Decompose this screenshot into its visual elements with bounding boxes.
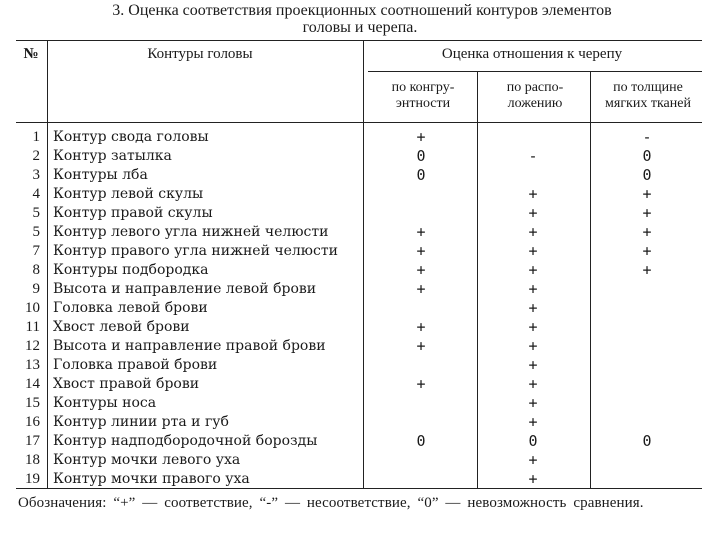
table-row xyxy=(16,280,702,299)
row-congruence-mark: + xyxy=(416,280,426,298)
header-bottom-rule xyxy=(16,122,702,123)
row-contour-name: Контур мочки левого уха xyxy=(53,452,241,468)
header-number: № xyxy=(23,46,39,62)
row-contour-name: Хвост правой брови xyxy=(53,376,200,392)
row-number: 1 xyxy=(32,129,40,145)
header-sub-rule xyxy=(368,71,702,72)
row-number: 5 xyxy=(32,224,40,240)
row-soft-tissue-mark: + xyxy=(642,242,652,260)
row-position-mark: + xyxy=(528,299,538,317)
row-number: 9 xyxy=(32,281,40,297)
caption-line-2: головы и черепа. xyxy=(302,19,418,36)
table-row xyxy=(16,299,702,318)
table-row xyxy=(16,242,702,261)
row-contour-name: Контур затылка xyxy=(53,148,172,164)
table-top-rule xyxy=(16,40,702,41)
row-contour-name: Контуры подбородка xyxy=(53,262,209,278)
table-row xyxy=(16,451,702,470)
header-soft-tissue: по толщине мягких тканей xyxy=(605,80,691,111)
row-position-mark: + xyxy=(528,375,538,393)
table-row xyxy=(16,147,702,166)
row-congruence-mark: + xyxy=(416,223,426,241)
row-soft-tissue-mark: + xyxy=(642,204,652,222)
row-congruence-mark: + xyxy=(416,128,426,146)
row-soft-tissue-mark: 0 xyxy=(642,432,652,450)
row-number: 16 xyxy=(25,414,40,430)
table-row xyxy=(16,356,702,375)
row-congruence-mark: + xyxy=(416,242,426,260)
header-position: по распо- ложению xyxy=(506,80,564,111)
row-position-mark: + xyxy=(528,337,538,355)
row-position-mark: + xyxy=(528,356,538,374)
row-position-mark: + xyxy=(528,394,538,412)
table-row xyxy=(16,318,702,337)
row-contour-name: Высота и направление левой брови xyxy=(53,281,317,297)
row-congruence-mark: + xyxy=(416,318,426,336)
row-soft-tissue-mark: + xyxy=(642,223,652,241)
row-contour-name: Хвост левой брови xyxy=(53,319,190,335)
row-contour-name: Контур левого угла нижней челюсти xyxy=(53,224,329,240)
row-position-mark: + xyxy=(528,470,538,488)
caption-line-1: 3. Оценка соответствия проекционных соотношений контуров элементов xyxy=(112,2,612,19)
row-number: 5 xyxy=(32,205,40,221)
row-number: 7 xyxy=(32,243,40,259)
row-contour-name: Контур правой скулы xyxy=(53,205,213,221)
table-row xyxy=(16,204,702,223)
row-number: 13 xyxy=(25,357,40,373)
row-contour-name: Контур правого угла нижней челюсти xyxy=(53,243,338,259)
table-bottom-rule xyxy=(16,488,702,489)
row-congruence-mark: 0 xyxy=(416,166,426,184)
row-soft-tissue-mark: - xyxy=(642,128,652,146)
row-congruence-mark: + xyxy=(416,375,426,393)
table-row xyxy=(16,375,702,394)
row-congruence-mark: 0 xyxy=(416,147,426,165)
row-soft-tissue-mark: 0 xyxy=(642,147,652,165)
table-row xyxy=(16,128,702,147)
row-position-mark: - xyxy=(528,147,538,165)
table-row xyxy=(16,223,702,242)
row-contour-name: Контур линии рта и губ xyxy=(53,414,229,430)
table-row xyxy=(16,432,702,451)
row-number: 14 xyxy=(25,376,40,392)
row-contour-name: Контур левой скулы xyxy=(53,186,204,202)
header-contours: Контуры головы xyxy=(147,46,253,62)
row-number: 2 xyxy=(32,148,40,164)
table-row xyxy=(16,394,702,413)
row-position-mark: + xyxy=(528,261,538,279)
row-position-mark: + xyxy=(528,280,538,298)
row-number: 18 xyxy=(25,452,40,468)
row-position-mark: 0 xyxy=(528,432,538,450)
row-soft-tissue-mark: + xyxy=(642,261,652,279)
row-contour-name: Головка левой брови xyxy=(53,300,208,316)
table-row xyxy=(16,261,702,280)
row-number: 10 xyxy=(25,300,40,316)
table-row xyxy=(16,166,702,185)
row-congruence-mark: + xyxy=(416,337,426,355)
row-position-mark: + xyxy=(528,318,538,336)
row-congruence-mark: + xyxy=(416,261,426,279)
row-number: 4 xyxy=(32,186,40,202)
row-soft-tissue-mark: 0 xyxy=(642,166,652,184)
row-position-mark: + xyxy=(528,242,538,260)
row-number: 19 xyxy=(25,471,40,487)
row-contour-name: Контур мочки правого уха xyxy=(53,471,250,487)
table-row xyxy=(16,413,702,432)
row-number: 8 xyxy=(32,262,40,278)
row-congruence-mark: 0 xyxy=(416,432,426,450)
row-number: 12 xyxy=(25,338,40,354)
table-row xyxy=(16,470,702,489)
row-position-mark: + xyxy=(528,204,538,222)
row-contour-name: Контуры носа xyxy=(53,395,157,411)
row-position-mark: + xyxy=(528,223,538,241)
row-position-mark: + xyxy=(528,185,538,203)
header-assessment: Оценка отношения к черепу xyxy=(441,46,623,62)
table-caption xyxy=(0,2,720,36)
row-number: 11 xyxy=(25,319,40,335)
row-position-mark: + xyxy=(528,451,538,469)
row-contour-name: Контуры лба xyxy=(53,167,148,183)
table-row xyxy=(16,185,702,204)
row-contour-name: Головка правой брови xyxy=(53,357,218,373)
row-number: 3 xyxy=(32,167,40,183)
table-row xyxy=(16,337,702,356)
row-contour-name: Контур свода головы xyxy=(53,129,209,145)
row-contour-name: Высота и направление правой брови xyxy=(53,338,326,354)
row-number: 17 xyxy=(25,433,40,449)
row-position-mark: + xyxy=(528,413,538,431)
header-congruence: по конгру- энтности xyxy=(391,80,455,111)
legend-note: Обозначения: “+” — соответствие, “-” — несоответствие, “0” — невозможность сравнения. xyxy=(18,495,644,511)
row-number: 15 xyxy=(25,395,40,411)
row-soft-tissue-mark: + xyxy=(642,185,652,203)
row-contour-name: Контур надподбородочной борозды xyxy=(53,433,318,449)
